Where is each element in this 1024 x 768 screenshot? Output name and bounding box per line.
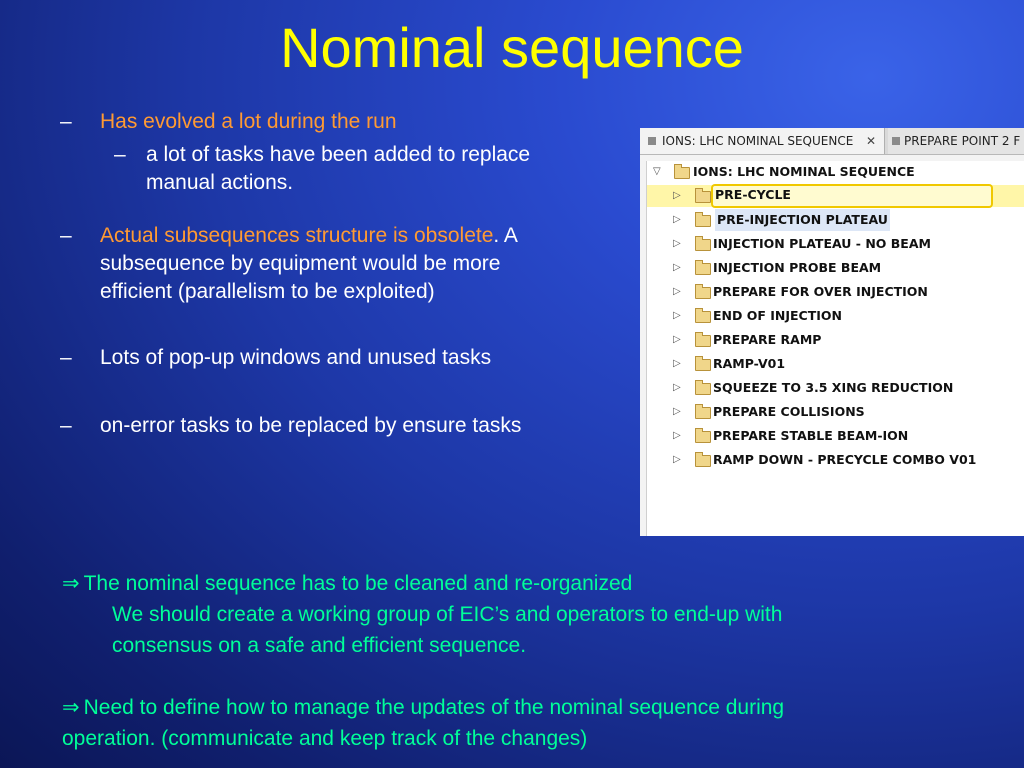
tab-bar [640,128,1024,155]
bullet-text: efficient (parallelism to be exploited) [100,280,435,303]
tree-item-label: INJECTION PROBE BEAM [713,260,882,275]
conclusion-line: consensus on a safe and efficient sequence. [112,634,527,657]
tree-item[interactable] [647,377,1024,399]
tree-item-label: END OF INJECTION [713,308,842,323]
collapsed-icon[interactable]: ▷ [673,262,681,273]
tree-item[interactable] [647,233,1024,255]
folder-icon [674,167,690,179]
folder-icon [695,191,711,203]
tab-prepare-point-2[interactable] [888,128,1024,154]
tree-item[interactable] [647,281,1024,303]
conclusion-line: operation. (communicate and keep track of the changes) [62,727,588,750]
sequence-tree [646,161,1024,536]
folder-icon [695,335,711,347]
conclusion-line [62,568,1002,599]
bullet-dash: – [60,224,72,247]
tree-item-label: PRE-CYCLE [711,184,993,208]
bullet-text: a lot of tasks have been added to replace [146,143,531,166]
tree-item[interactable] [647,305,1024,327]
bullet-text: Has evolved a lot during the run [100,110,397,133]
tree-root[interactable] [647,161,1024,183]
conclusion-text: The nominal sequence has to be cleaned and re-organized [83,572,633,595]
tree-item-label: PRE-INJECTION PLATEAU [715,209,890,231]
tree-item[interactable] [647,425,1024,447]
conclusion-text: Need to define how to manage the updates of the nominal sequence during [83,696,785,719]
bullet-dash: – [60,414,72,437]
collapsed-icon[interactable]: ▷ [673,430,681,441]
conclusion-1 [62,568,1002,661]
folder-icon [695,359,711,371]
collapsed-icon[interactable]: ▷ [673,358,681,369]
folder-icon [695,263,711,275]
tree-item-label: INJECTION PLATEAU - NO BEAM [713,236,931,251]
sequence-screenshot [640,128,1024,536]
bullet-text: manual actions. [146,171,294,194]
conclusion-line [62,692,1002,723]
bullet-text: . A [493,224,518,247]
collapsed-icon[interactable]: ▷ [673,382,681,393]
collapsed-icon[interactable]: ▷ [673,334,681,345]
folder-icon [695,455,711,467]
collapsed-icon[interactable]: ▷ [673,286,681,297]
tab-label: PREPARE POINT 2 F [904,134,1021,148]
tree-item[interactable] [647,209,1024,231]
tree-item[interactable] [647,329,1024,351]
bullet-highlight: Actual subsequences structure is obsolete [100,224,494,247]
bullet-dash: – [60,346,72,369]
collapsed-icon[interactable]: ▷ [673,454,681,465]
tree-item[interactable] [647,449,1024,471]
tab-label: IONS: LHC NOMINAL SEQUENCE [662,134,854,148]
folder-icon [695,311,711,323]
tree-item[interactable] [647,401,1024,423]
implies-arrow: ⇒ [62,696,80,719]
slide-title: Nominal sequence [280,16,744,79]
collapsed-icon[interactable]: ▷ [673,190,681,201]
folder-icon [695,431,711,443]
folder-icon [695,239,711,251]
tree-item[interactable] [647,185,1024,207]
tree-root-label: IONS: LHC NOMINAL SEQUENCE [693,164,915,179]
conclusion-2 [62,692,1002,754]
tree-item-label: RAMP-V01 [713,356,786,371]
folder-icon [695,215,711,227]
collapsed-icon[interactable]: ▷ [673,406,681,417]
tree-item[interactable] [647,353,1024,375]
folder-icon [695,287,711,299]
bullet-text: on-error tasks to be replaced by ensure tasks [100,414,522,437]
tree-item-label: SQUEEZE TO 3.5 XING REDUCTION [713,380,954,395]
close-icon[interactable]: ✕ [866,134,877,148]
conclusion-line: We should create a working group of EIC’s and operators to end-up with [112,603,783,626]
tree-item-label: PREPARE RAMP [713,332,822,347]
bullet-dash: – [114,143,126,166]
tree-item-label: PREPARE COLLISIONS [713,404,865,419]
tree-item[interactable] [647,257,1024,279]
implies-arrow: ⇒ [62,572,80,595]
bullet-dash: – [60,110,72,133]
collapsed-icon[interactable]: ▷ [673,214,681,225]
tree-item-label: RAMP DOWN - PRECYCLE COMBO V01 [713,452,977,467]
tree-item-label: PREPARE FOR OVER INJECTION [713,284,928,299]
bullet-text: subsequence by equipment would be more [100,252,501,275]
tab-nominal-sequence[interactable] [640,128,885,154]
folder-icon [695,383,711,395]
folder-icon [695,407,711,419]
collapsed-icon[interactable]: ▷ [673,310,681,321]
sequence-icon [648,137,656,145]
sequence-icon [892,137,900,145]
tree-item-label: PREPARE STABLE BEAM-ION [713,428,909,443]
bullet-text: Lots of pop-up windows and unused tasks [100,346,492,369]
collapsed-icon[interactable]: ▷ [673,238,681,249]
expand-icon[interactable]: ▽ [653,166,661,177]
